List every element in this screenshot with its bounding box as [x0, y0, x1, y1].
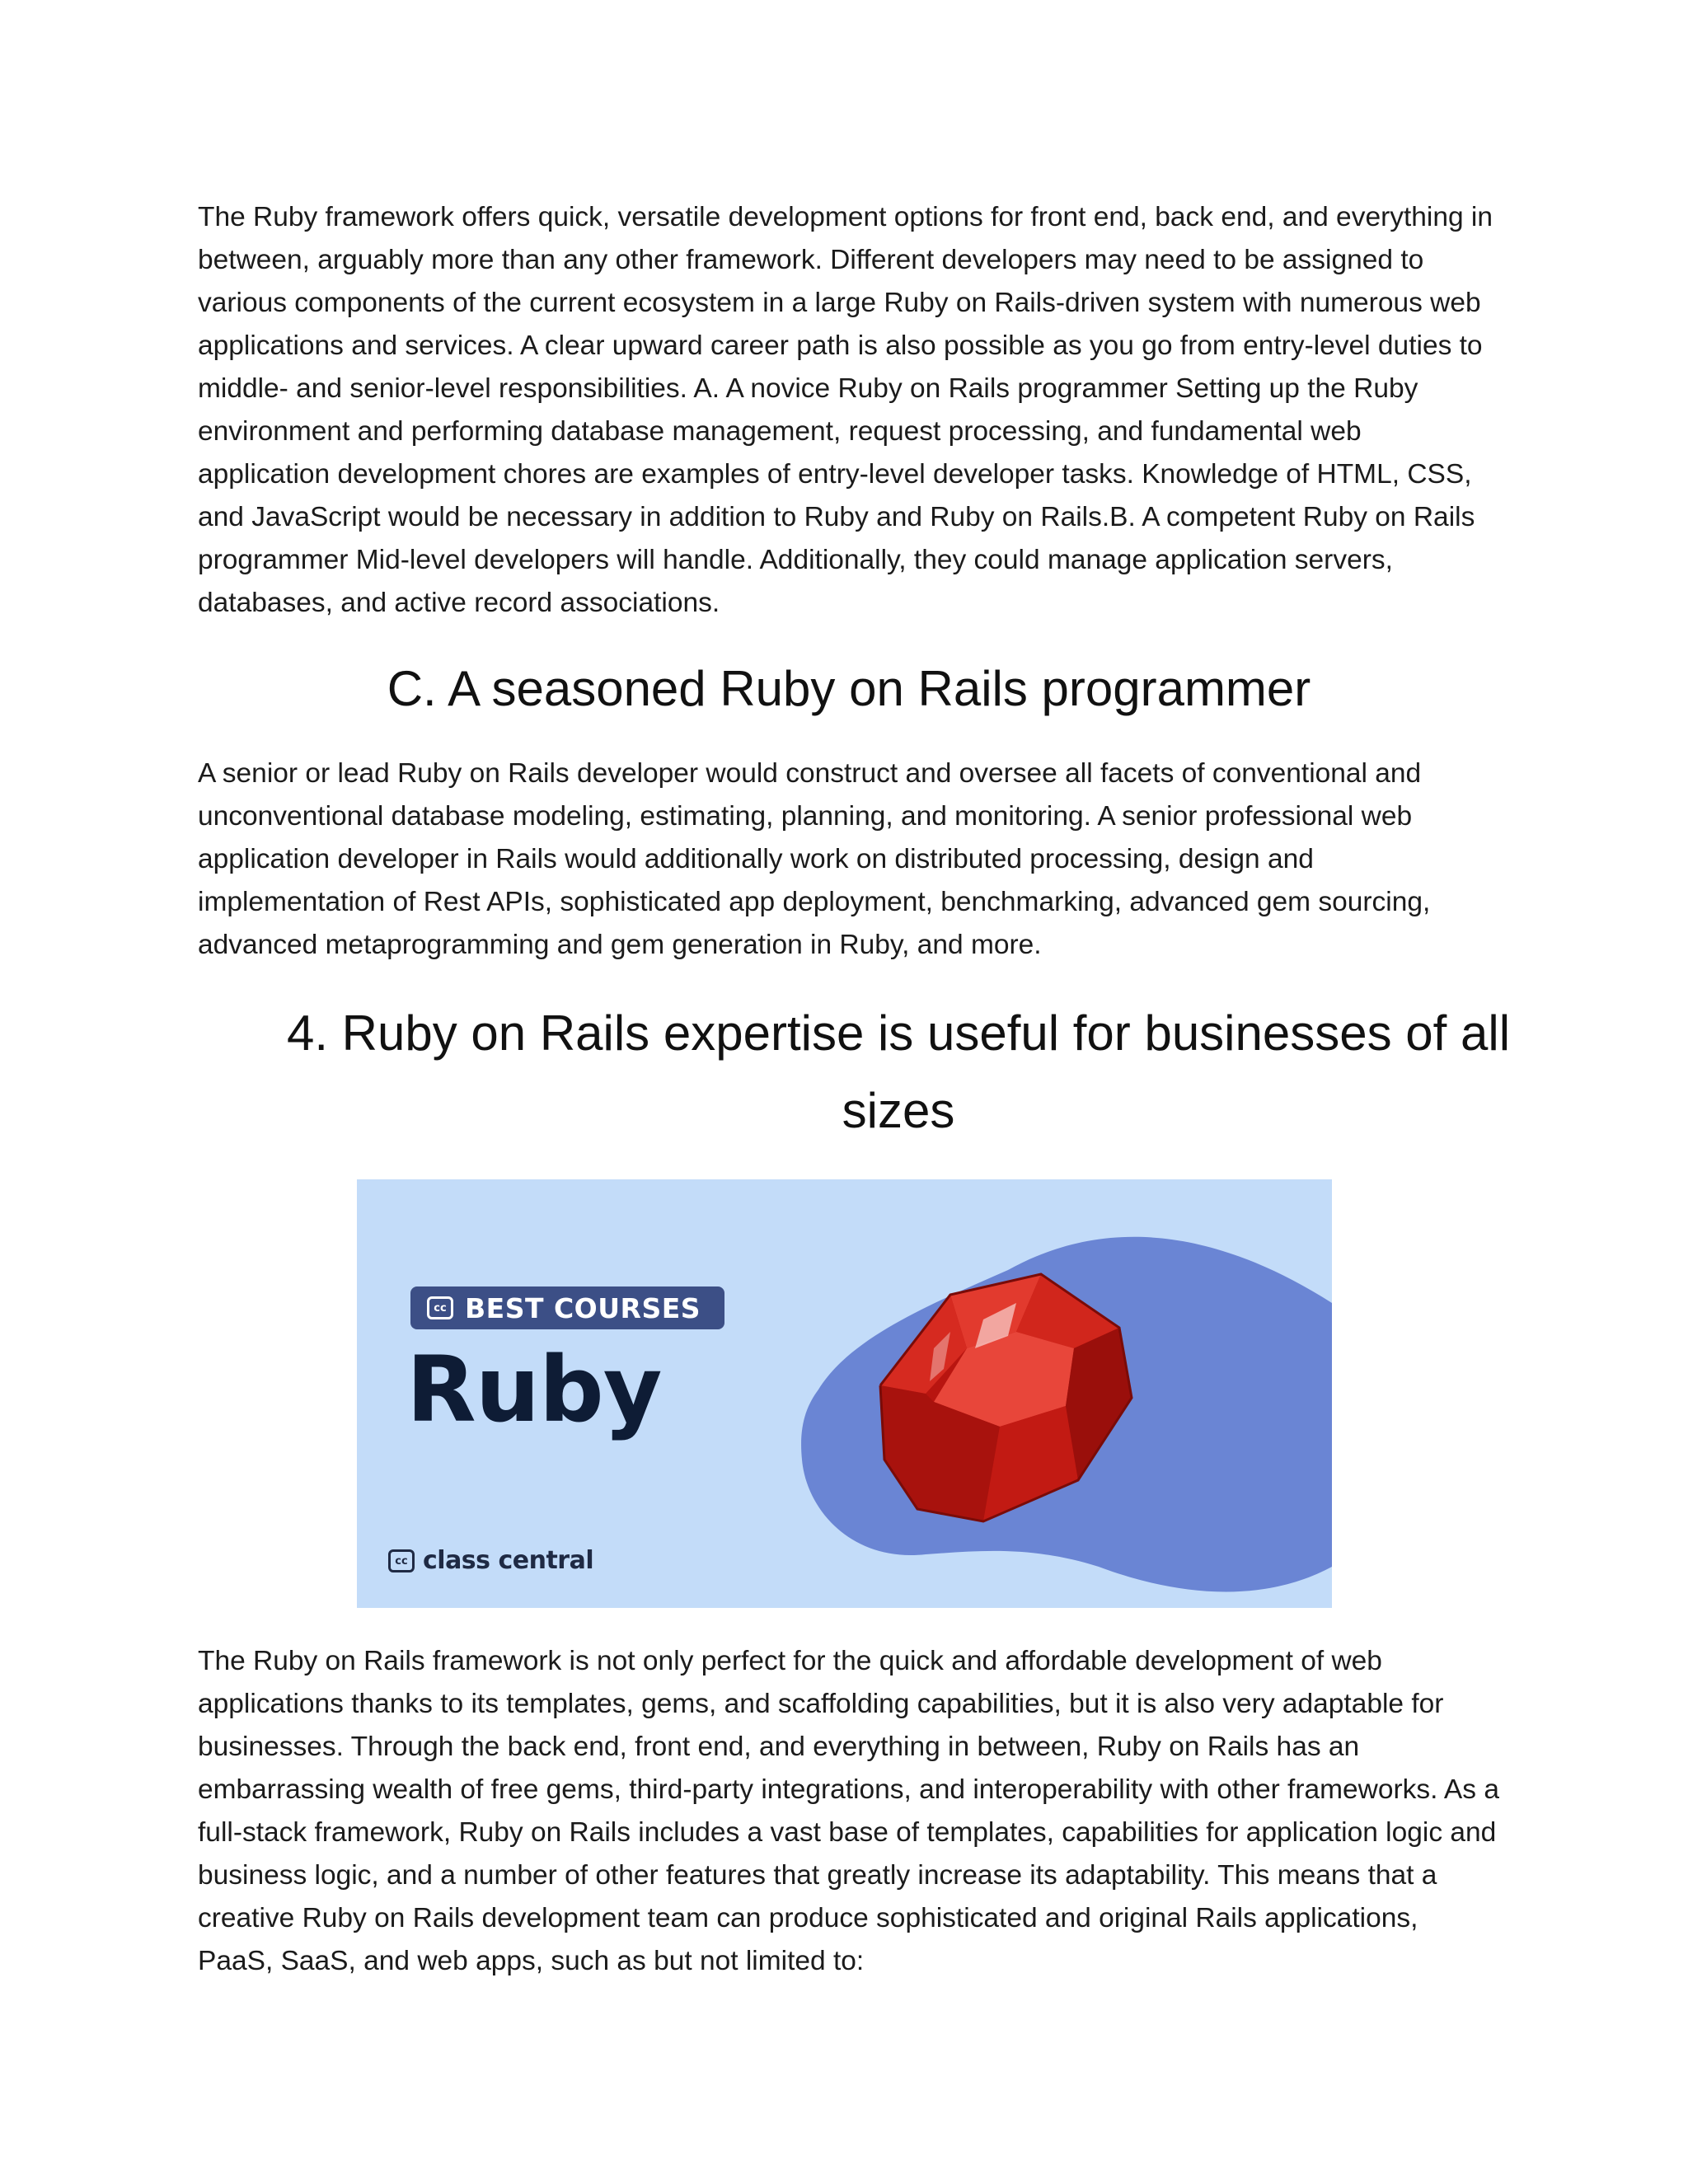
intro-paragraph: The Ruby framework offers quick, versatile development options for front end, back end, and everything in between, arguably more than any other framework. Different developers may need to be assigned to various components of the current ecosystem in a large Ruby on Rails-driven system with numerous web applications and services. A clear upward career path is also possible as you go from entry-level duties to middle- and senior-level responsibilities. A. A novice Ruby on Rails programmer Setting up the Ruby environment and performing database management, request processing, and fundamental web application development chores are examples of entry-level developer tasks. Knowledge of HTML, CSS, and JavaScript would be necessary in addition to Ruby and Ruby on Rails.B. A competent Ruby on Rails programmer Mid-level developers will handle. Additionally, they could manage application servers, databases, and active record associations. — [198, 202, 1493, 618]
class-central-logo-icon: cc — [427, 1296, 453, 1319]
section-heading-seasoned: C. A seasoned Ruby on Rails programmer — [387, 661, 1311, 716]
section-heading-businesses: 4. Ruby on Rails expertise is useful for businesses of all sizes — [286, 1005, 1511, 1138]
brand-name: class central — [423, 1546, 594, 1575]
banner-title: Ruby — [406, 1337, 662, 1442]
senior-developer-paragraph: A senior or lead Ruby on Rails developer would construct and oversee all facets of conventional and unconventional database modeling, estimating, planning, and monitoring. A senior professional web application developer in Rails would additionally work on distributed processing, design and implementation of Rest APIs, sophisticated app deployment, benchmarking, advanced gem sourcing, advanced metaprogramming and gem generation in Ruby, and more. — [198, 758, 1431, 960]
business-adaptability-paragraph: The Ruby on Rails framework is not only perfect for the quick and affordable development of web applications thanks to its templates, gems, and scaffolding capabilities, but it is also very adaptable for businesses. Through the back end, front end, and everything in between, Ruby on Rails has an embarrassing wealth of free gems, third-party integrations, and interoperability with other frameworks. As a full-stack framework, Ruby on Rails includes a vast base of templates, capabilities for application logic and business logic, and a number of other features that greatly increase its adaptability. This means that a creative Ruby on Rails development team can produce sophisticated and original Rails applications, PaaS, SaaS, and web apps, such as but not limited to: — [198, 1646, 1499, 1976]
ruby-course-banner-image — [357, 1179, 1332, 1608]
class-central-brand — [388, 1546, 594, 1575]
badge-label: BEST COURSES — [465, 1291, 701, 1324]
class-central-brand-icon: cc — [388, 1549, 415, 1572]
best-courses-badge — [410, 1286, 724, 1329]
